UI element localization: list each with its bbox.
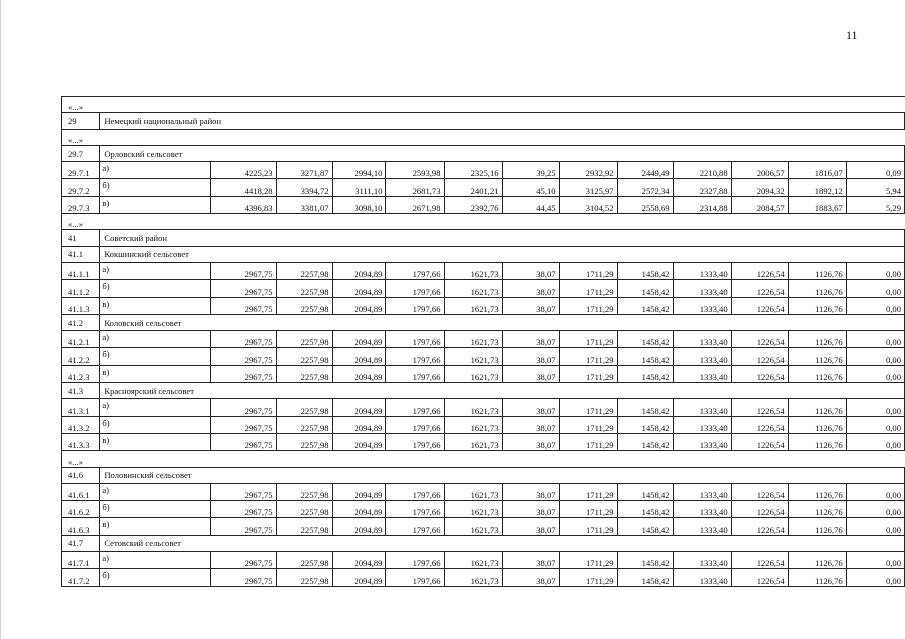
value-cell: 1797,66 — [386, 365, 444, 382]
value-cell: 1711,29 — [559, 569, 617, 586]
value-cell: 1126,76 — [788, 501, 846, 518]
value-cell: 0,00 — [846, 518, 904, 535]
row-code: 41.2.3 — [62, 365, 100, 382]
value-cell: 1621,73 — [444, 331, 502, 348]
value-cell: 1797,66 — [386, 262, 444, 279]
value-cell: 1226,54 — [731, 552, 788, 569]
value-cell: 2094,89 — [332, 433, 386, 450]
section-header-row — [62, 230, 905, 246]
value-cell: 3394,72 — [276, 179, 332, 196]
row-code: 41.6.2 — [62, 501, 100, 518]
value-cell: 2257,98 — [276, 399, 332, 416]
value-cell: 1711,29 — [559, 297, 617, 314]
value-cell: 1797,66 — [386, 331, 444, 348]
section-title: Орловский сельсовет — [100, 145, 905, 161]
table-row — [62, 331, 905, 348]
value-cell: 1621,73 — [444, 569, 502, 586]
value-cell: 3125,97 — [559, 179, 617, 196]
value-cell: 1711,29 — [559, 365, 617, 382]
value-cell: 1458,42 — [617, 262, 673, 279]
section-title: Советский район — [100, 230, 905, 246]
section-header-row — [62, 314, 905, 330]
value-cell: 2327,88 — [673, 179, 731, 196]
value-cell: 1126,76 — [788, 399, 846, 416]
value-cell: 2325,16 — [444, 162, 502, 179]
value-cell: 0,00 — [846, 262, 904, 279]
value-cell: 1458,42 — [617, 552, 673, 569]
value-cell: 0,00 — [846, 433, 904, 450]
value-cell: 1126,76 — [788, 433, 846, 450]
value-cell: 1333,40 — [673, 483, 731, 500]
row-label: в) — [100, 365, 211, 382]
value-cell: 2094,89 — [332, 552, 386, 569]
value-cell: 1333,40 — [673, 297, 731, 314]
row-code: 41.1.3 — [62, 297, 100, 314]
value-cell: 2257,98 — [276, 365, 332, 382]
row-code: 41.3.1 — [62, 399, 100, 416]
row-label: в) — [100, 518, 211, 535]
table-row — [62, 162, 905, 179]
value-cell: 3104,52 — [559, 196, 617, 213]
table-row — [62, 433, 905, 450]
value-cell: 1797,66 — [386, 483, 444, 500]
value-cell: 1226,54 — [731, 483, 788, 500]
value-cell: 1621,73 — [444, 365, 502, 382]
row-code: 41.2.1 — [62, 331, 100, 348]
value-cell: 1458,42 — [617, 365, 673, 382]
value-cell: 1797,66 — [386, 518, 444, 535]
row-label: в) — [100, 196, 211, 213]
ellipsis-row — [62, 214, 905, 230]
value-cell: 2094,89 — [332, 348, 386, 365]
value-cell: 1333,40 — [673, 331, 731, 348]
value-cell: 1797,66 — [386, 280, 444, 297]
table-row — [62, 569, 905, 586]
value-cell: 1621,73 — [444, 433, 502, 450]
row-label: в) — [100, 297, 211, 314]
page-number: 11 — [846, 28, 858, 42]
value-cell: 0,00 — [846, 552, 904, 569]
row-label: а) — [100, 331, 211, 348]
value-cell: 4396,83 — [211, 196, 276, 213]
row-label: б) — [100, 569, 211, 586]
value-cell: 1797,66 — [386, 501, 444, 518]
value-cell: 1458,42 — [617, 501, 673, 518]
section-title: Немецкий национальный район — [100, 113, 905, 129]
value-cell: 1226,54 — [731, 416, 788, 433]
value-cell: 2257,98 — [276, 348, 332, 365]
table-row — [62, 280, 905, 297]
value-cell: 38,07 — [502, 416, 559, 433]
value-cell: 1883,67 — [788, 196, 846, 213]
value-cell: 38,07 — [502, 262, 559, 279]
value-cell: 1621,73 — [444, 416, 502, 433]
value-cell: 1621,73 — [444, 262, 502, 279]
value-cell: 1458,42 — [617, 569, 673, 586]
section-code: 41.1 — [62, 246, 100, 262]
section-code: 41.6 — [62, 467, 100, 483]
value-cell: 1621,73 — [444, 552, 502, 569]
value-cell: 2967,75 — [211, 501, 276, 518]
section-code: 41.2 — [62, 314, 100, 330]
value-cell: 0,00 — [846, 331, 904, 348]
value-cell: 1458,42 — [617, 280, 673, 297]
section-header-row — [62, 383, 905, 399]
value-cell: 2967,75 — [211, 399, 276, 416]
value-cell: 1333,40 — [673, 552, 731, 569]
value-cell: 1226,54 — [731, 365, 788, 382]
value-cell: 2967,75 — [211, 569, 276, 586]
value-cell: 1226,54 — [731, 433, 788, 450]
section-title: Кокшинский сельсовет — [100, 246, 905, 262]
value-cell: 38,07 — [502, 365, 559, 382]
value-cell: 2449,49 — [617, 162, 673, 179]
row-label: а) — [100, 162, 211, 179]
value-cell: 38,07 — [502, 569, 559, 586]
value-cell: 1126,76 — [788, 365, 846, 382]
value-cell: 2094,32 — [731, 179, 788, 196]
value-cell: 0,00 — [846, 501, 904, 518]
tariff-table — [61, 96, 905, 587]
value-cell: 1226,54 — [731, 297, 788, 314]
value-cell: 1797,66 — [386, 399, 444, 416]
row-code: 41.3.2 — [62, 416, 100, 433]
value-cell: 2257,98 — [276, 433, 332, 450]
value-cell: 38,07 — [502, 433, 559, 450]
value-cell: 1226,54 — [731, 518, 788, 535]
value-cell: 1711,29 — [559, 348, 617, 365]
value-cell: 2094,89 — [332, 399, 386, 416]
value-cell: 2257,98 — [276, 331, 332, 348]
ellipsis-marker: «...» — [62, 129, 905, 145]
ellipsis-marker: «...» — [62, 97, 905, 113]
row-code: 41.6.1 — [62, 483, 100, 500]
value-cell: 38,07 — [502, 348, 559, 365]
value-cell: 0,00 — [846, 399, 904, 416]
value-cell: 2257,98 — [276, 297, 332, 314]
value-cell: 1711,29 — [559, 331, 617, 348]
section-header-row — [62, 246, 905, 262]
value-cell: 1711,29 — [559, 399, 617, 416]
table-row — [62, 399, 905, 416]
value-cell: 1333,40 — [673, 501, 731, 518]
row-code: 29.7.3 — [62, 196, 100, 213]
section-title: Сетовский сельсовет — [100, 535, 905, 551]
value-cell: 1226,54 — [731, 348, 788, 365]
value-cell: 2084,57 — [731, 196, 788, 213]
value-cell: 2967,75 — [211, 416, 276, 433]
value-cell: 1621,73 — [444, 518, 502, 535]
value-cell: 1333,40 — [673, 518, 731, 535]
value-cell: 1711,29 — [559, 433, 617, 450]
value-cell: 1621,73 — [444, 297, 502, 314]
value-cell: 2094,89 — [332, 331, 386, 348]
row-label: а) — [100, 399, 211, 416]
value-cell: 1711,29 — [559, 280, 617, 297]
row-code: 41.7.2 — [62, 569, 100, 586]
table-row — [62, 348, 905, 365]
value-cell: 1797,66 — [386, 297, 444, 314]
row-label: в) — [100, 433, 211, 450]
value-cell: 5,94 — [846, 179, 904, 196]
value-cell: 2257,98 — [276, 501, 332, 518]
section-title: Красноярский сельсовет — [100, 383, 905, 399]
value-cell: 2094,89 — [332, 262, 386, 279]
value-cell: 1333,40 — [673, 365, 731, 382]
row-label: а) — [100, 262, 211, 279]
section-title: Половинский сельсовет — [100, 467, 905, 483]
table-row — [62, 483, 905, 500]
value-cell: 1126,76 — [788, 297, 846, 314]
value-cell: 1458,42 — [617, 416, 673, 433]
value-cell: 1126,76 — [788, 262, 846, 279]
value-cell: 1126,76 — [788, 569, 846, 586]
value-cell: 2593,98 — [386, 162, 444, 179]
value-cell: 2572,34 — [617, 179, 673, 196]
value-cell: 2967,75 — [211, 297, 276, 314]
table-row — [62, 518, 905, 535]
row-code: 41.1.2 — [62, 280, 100, 297]
value-cell: 38,07 — [502, 483, 559, 500]
value-cell: 1126,76 — [788, 552, 846, 569]
value-cell: 2967,75 — [211, 518, 276, 535]
ellipsis-row — [62, 97, 905, 113]
value-cell: 2094,89 — [332, 280, 386, 297]
value-cell: 44,45 — [502, 196, 559, 213]
value-cell: 1816,07 — [788, 162, 846, 179]
value-cell: 2094,89 — [332, 518, 386, 535]
table-row — [62, 501, 905, 518]
value-cell: 0,00 — [846, 297, 904, 314]
value-cell: 1458,42 — [617, 483, 673, 500]
row-label: б) — [100, 416, 211, 433]
value-cell: 2932,92 — [559, 162, 617, 179]
table-row — [62, 297, 905, 314]
value-cell: 1226,54 — [731, 569, 788, 586]
section-code: 29.7 — [62, 145, 100, 161]
value-cell: 1333,40 — [673, 569, 731, 586]
value-cell: 1126,76 — [788, 280, 846, 297]
row-label: б) — [100, 348, 211, 365]
table-row — [62, 196, 905, 213]
value-cell: 45,10 — [502, 179, 559, 196]
value-cell: 0,00 — [846, 365, 904, 382]
section-header-row — [62, 145, 905, 161]
value-cell: 2994,10 — [332, 162, 386, 179]
section-code: 29 — [62, 113, 100, 129]
value-cell: 2094,89 — [332, 416, 386, 433]
value-cell: 2681,73 — [386, 179, 444, 196]
value-cell: 3098,10 — [332, 196, 386, 213]
value-cell: 1226,54 — [731, 331, 788, 348]
value-cell: 1621,73 — [444, 280, 502, 297]
ellipsis-marker: «...» — [62, 451, 905, 467]
value-cell: 38,07 — [502, 518, 559, 535]
value-cell: 1333,40 — [673, 348, 731, 365]
value-cell: 1711,29 — [559, 262, 617, 279]
value-cell: 38,07 — [502, 399, 559, 416]
row-code: 29.7.2 — [62, 179, 100, 196]
value-cell: 1621,73 — [444, 348, 502, 365]
table-row — [62, 365, 905, 382]
section-title: Коловский сельсовет — [100, 314, 905, 330]
value-cell: 1711,29 — [559, 552, 617, 569]
row-code: 41.6.3 — [62, 518, 100, 535]
table-row — [62, 552, 905, 569]
value-cell: 1797,66 — [386, 416, 444, 433]
value-cell: 2967,75 — [211, 365, 276, 382]
value-cell: 0,00 — [846, 416, 904, 433]
value-cell: 1226,54 — [731, 262, 788, 279]
section-code: 41.3 — [62, 383, 100, 399]
row-label: а) — [100, 552, 211, 569]
section-header-row — [62, 467, 905, 483]
row-label: б) — [100, 280, 211, 297]
value-cell: 1621,73 — [444, 501, 502, 518]
section-header-row — [62, 113, 905, 129]
page-edge — [0, 0, 1, 639]
value-cell: 0,09 — [846, 162, 904, 179]
value-cell: 1797,66 — [386, 433, 444, 450]
value-cell: 1458,42 — [617, 433, 673, 450]
value-cell: 3111,10 — [332, 179, 386, 196]
value-cell: 0,00 — [846, 483, 904, 500]
table-row — [62, 262, 905, 279]
value-cell: 1621,73 — [444, 399, 502, 416]
row-code: 29.7.1 — [62, 162, 100, 179]
value-cell: 3381,07 — [276, 196, 332, 213]
value-cell: 1333,40 — [673, 262, 731, 279]
value-cell: 2257,98 — [276, 569, 332, 586]
value-cell: 1458,42 — [617, 331, 673, 348]
value-cell: 2094,89 — [332, 365, 386, 382]
value-cell: 2967,75 — [211, 331, 276, 348]
value-cell: 2967,75 — [211, 433, 276, 450]
value-cell: 1226,54 — [731, 501, 788, 518]
ellipsis-marker: «...» — [62, 214, 905, 230]
value-cell: 0,00 — [846, 280, 904, 297]
value-cell: 2257,98 — [276, 483, 332, 500]
value-cell: 1226,54 — [731, 399, 788, 416]
value-cell: 3271,87 — [276, 162, 332, 179]
value-cell: 1711,29 — [559, 483, 617, 500]
section-code: 41.7 — [62, 535, 100, 551]
value-cell: 2257,98 — [276, 280, 332, 297]
row-code: 41.1.1 — [62, 262, 100, 279]
ellipsis-row — [62, 129, 905, 145]
value-cell: 2257,98 — [276, 552, 332, 569]
value-cell: 1621,73 — [444, 483, 502, 500]
value-cell: 1711,29 — [559, 501, 617, 518]
row-code: 41.2.2 — [62, 348, 100, 365]
ellipsis-row — [62, 451, 905, 467]
value-cell: 2257,98 — [276, 416, 332, 433]
value-cell: 1226,54 — [731, 280, 788, 297]
value-cell: 1126,76 — [788, 348, 846, 365]
value-cell: 1797,66 — [386, 552, 444, 569]
value-cell: 39,25 — [502, 162, 559, 179]
table-row — [62, 179, 905, 196]
value-cell: 1126,76 — [788, 331, 846, 348]
value-cell: 5,29 — [846, 196, 904, 213]
value-cell: 38,07 — [502, 331, 559, 348]
value-cell: 2094,89 — [332, 297, 386, 314]
value-cell: 2967,75 — [211, 348, 276, 365]
value-cell: 1458,42 — [617, 399, 673, 416]
value-cell: 38,07 — [502, 297, 559, 314]
value-cell: 1126,76 — [788, 416, 846, 433]
value-cell: 2401,21 — [444, 179, 502, 196]
row-label: б) — [100, 179, 211, 196]
value-cell: 1797,66 — [386, 348, 444, 365]
table-row — [62, 416, 905, 433]
value-cell: 38,07 — [502, 501, 559, 518]
row-label: а) — [100, 483, 211, 500]
value-cell: 2094,89 — [332, 501, 386, 518]
row-code: 41.7.1 — [62, 552, 100, 569]
value-cell: 2314,88 — [673, 196, 731, 213]
section-code: 41 — [62, 230, 100, 246]
value-cell: 2967,75 — [211, 262, 276, 279]
value-cell: 2210,88 — [673, 162, 731, 179]
value-cell: 2967,75 — [211, 280, 276, 297]
value-cell: 38,07 — [502, 280, 559, 297]
value-cell: 1333,40 — [673, 399, 731, 416]
value-cell: 38,07 — [502, 552, 559, 569]
row-code: 41.3.3 — [62, 433, 100, 450]
value-cell: 2392,76 — [444, 196, 502, 213]
value-cell: 2094,89 — [332, 483, 386, 500]
value-cell: 1458,42 — [617, 348, 673, 365]
value-cell: 2671,98 — [386, 196, 444, 213]
value-cell: 1126,76 — [788, 483, 846, 500]
value-cell: 1711,29 — [559, 416, 617, 433]
section-header-row — [62, 535, 905, 551]
value-cell: 4418,28 — [211, 179, 276, 196]
value-cell: 2967,75 — [211, 552, 276, 569]
value-cell: 1892,12 — [788, 179, 846, 196]
value-cell: 2257,98 — [276, 518, 332, 535]
value-cell: 1126,76 — [788, 518, 846, 535]
value-cell: 0,00 — [846, 569, 904, 586]
value-cell: 1333,40 — [673, 433, 731, 450]
value-cell: 1333,40 — [673, 416, 731, 433]
value-cell: 4225,23 — [211, 162, 276, 179]
value-cell: 1458,42 — [617, 297, 673, 314]
value-cell: 1458,42 — [617, 518, 673, 535]
value-cell: 0,00 — [846, 348, 904, 365]
value-cell: 1333,40 — [673, 280, 731, 297]
row-label: б) — [100, 501, 211, 518]
value-cell: 1711,29 — [559, 518, 617, 535]
value-cell: 2257,98 — [276, 262, 332, 279]
value-cell: 2967,75 — [211, 483, 276, 500]
value-cell: 2558,69 — [617, 196, 673, 213]
value-cell: 2006,57 — [731, 162, 788, 179]
value-cell: 2094,89 — [332, 569, 386, 586]
value-cell: 1797,66 — [386, 569, 444, 586]
